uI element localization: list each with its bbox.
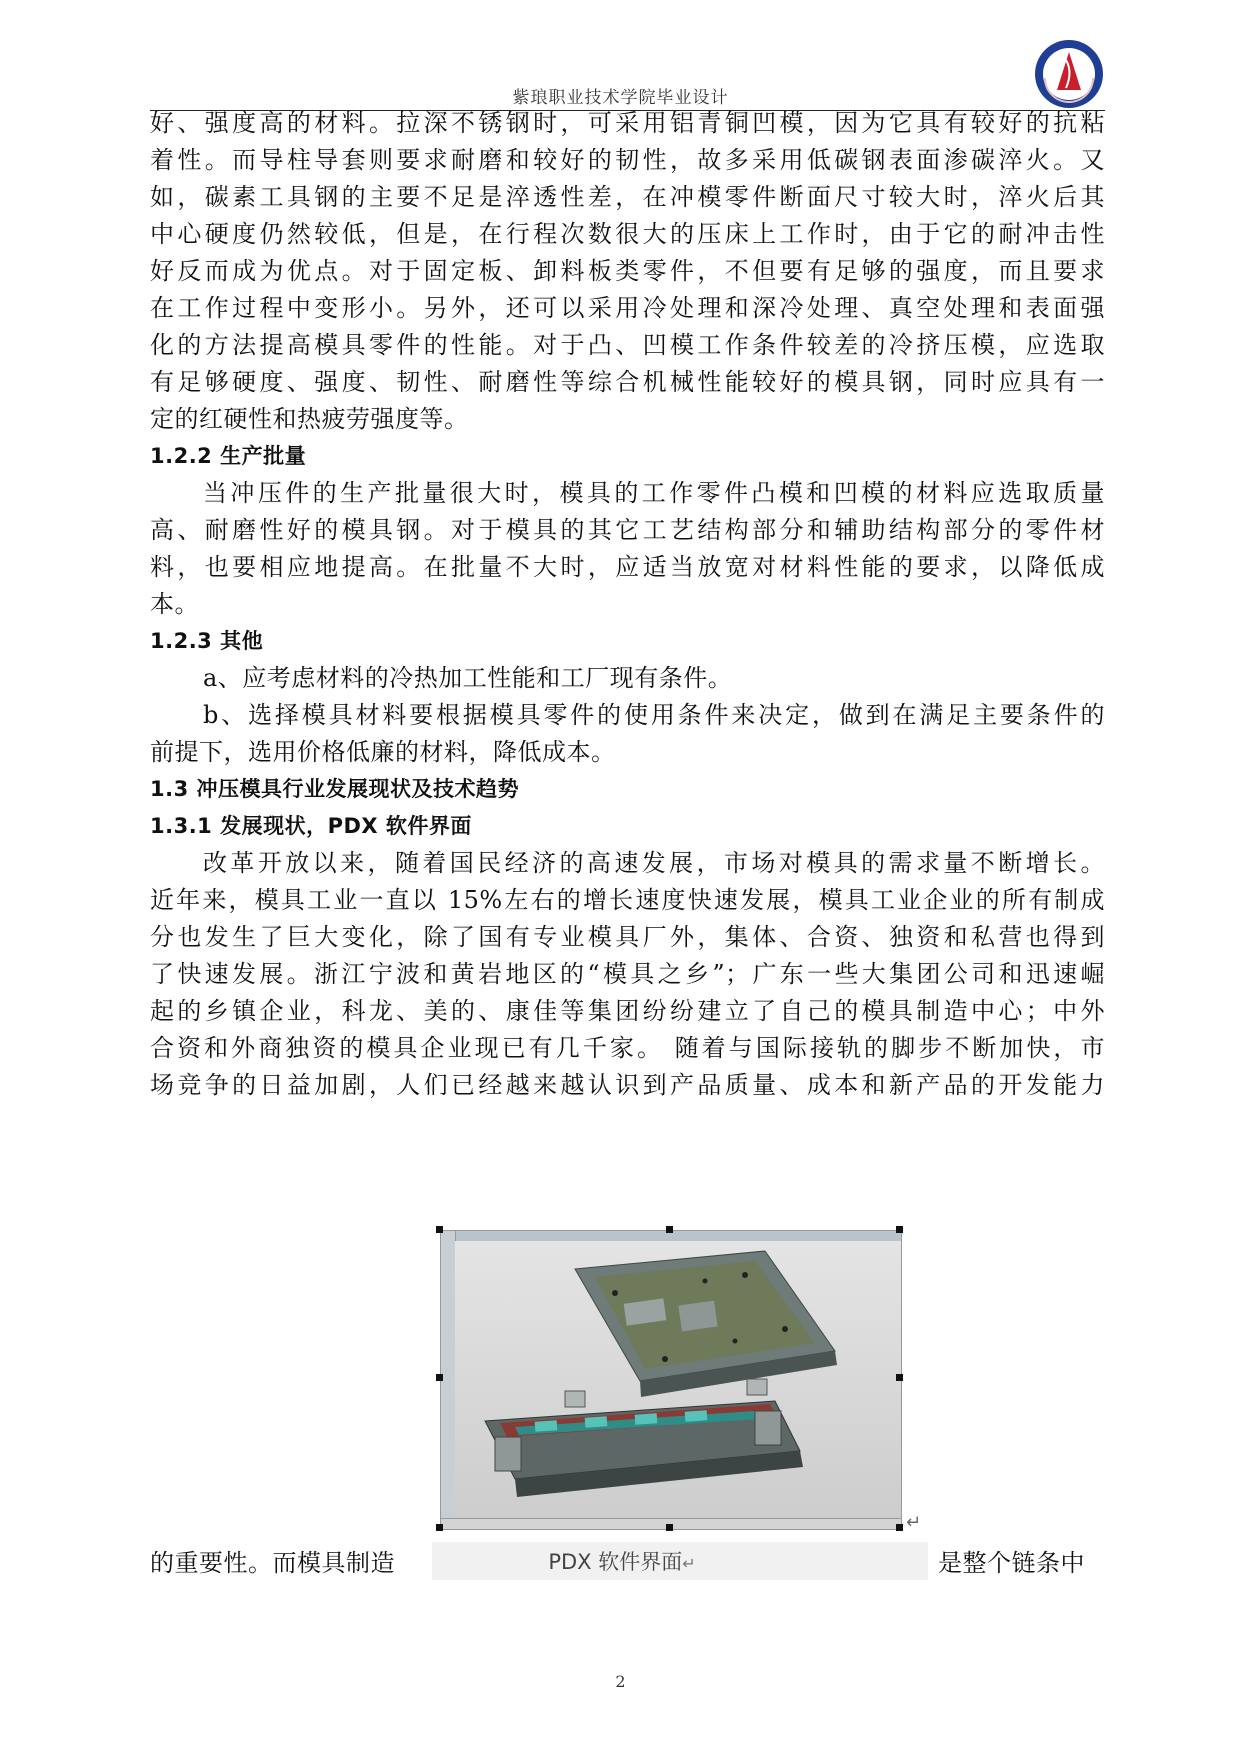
text-line: 好反而成为优点。对于固定板、卸料板类零件，不但要有足够的强度，而且要求 — [150, 257, 1105, 285]
list-item-b: b、选择模具材料要根据模具零件的使用条件来决定，做到在满足主要条件的 — [203, 701, 1105, 729]
figure-caption: PDX 软件界面↵ — [548, 1550, 696, 1574]
die-assembly-3d-model-icon — [455, 1241, 901, 1519]
section-heading-1-3-1: 1.3.1 发展现状，PDX 软件界面 — [150, 814, 472, 838]
text-line: 合资和外商独资的模具企业现已有几千家。 随着与国际接轨的脚步不断加快，市 — [150, 1034, 1105, 1062]
software-side-toolbar — [441, 1231, 456, 1529]
text-line: 有足够硬度、强度、韧性、耐磨性等综合机械性能较好的模具钢，同时应具有一 — [150, 368, 1105, 396]
paragraph-return-mark: ↵ — [906, 1512, 922, 1533]
section-heading-1-2-2: 1.2.2 生产批量 — [150, 444, 307, 468]
list-item-b-continued: 前提下，选用价格低廉的材料，降低成本。 — [150, 738, 616, 766]
resize-handle — [666, 1226, 673, 1233]
text-line: 高、耐磨性好的模具钢。对于模具的其它工艺结构部分和辅助结构部分的零件材 — [150, 516, 1105, 544]
resize-handle — [896, 1524, 903, 1531]
text-line: 分也发生了巨大变化，除了国有专业模具厂外，集体、合资、独资和私营也得到 — [150, 923, 1105, 951]
list-item-a: a、应考虑材料的冷热加工性能和工厂现有条件。 — [203, 664, 733, 692]
college-seal-icon — [1033, 38, 1105, 110]
text-line: 当冲压件的生产批量很大时，模具的工作零件凸模和凹模的材料应选取质量 — [203, 479, 1105, 507]
figure-caption-box — [432, 1542, 928, 1580]
text-line-left-of-figure: 的重要性。而模具制造 — [150, 1549, 395, 1577]
text-line: 本。 — [150, 590, 199, 618]
text-line-right-of-figure: 是整个链条中 — [938, 1549, 1085, 1577]
text-line: 如，碳素工具钢的主要不足是淬透性差，在冲模零件断面尺寸较大时，淬火后其 — [150, 183, 1105, 211]
resize-handle — [436, 1226, 443, 1233]
text-line: 好、强度高的材料。拉深不锈钢时，可采用铝青铜凹模，因为它具有较好的抗粘 — [150, 109, 1105, 137]
section-heading-1-3: 1.3 冲压模具行业发展现状及技术趋势 — [150, 777, 520, 801]
software-screenshot — [440, 1230, 902, 1530]
text-line: 近年来，模具工业一直以 15%左右的增长速度快速发展，模具工业企业的所有制成 — [150, 886, 1105, 914]
text-line: 了快速发展。浙江宁波和黄岩地区的“模具之乡”；广东一些大集团公司和迅速崛 — [150, 960, 1105, 988]
header-title: 紫琅职业技术学院毕业设计 — [512, 88, 729, 108]
resize-handle — [896, 1374, 903, 1381]
resize-handle — [666, 1524, 673, 1531]
text-line: 起的乡镇企业，科龙、美的、康佳等集团纷纷建立了自己的模具制造中心；中外 — [150, 997, 1105, 1025]
text-line: 在工作过程中变形小。另外，还可以采用冷处理和深冷处理、真空处理和表面强 — [150, 294, 1105, 322]
text-line: 料，也要相应地提高。在批量不大时，应适当放宽对材料性能的要求，以降低成 — [150, 553, 1105, 581]
text-line: 场竞争的日益加剧，人们已经越来越认识到产品质量、成本和新产品的开发能力 — [150, 1071, 1105, 1099]
section-heading-1-2-3: 1.2.3 其他 — [150, 629, 264, 653]
text-line: 中心硬度仍然较低，但是，在行程次数很大的压床上工作时，由于它的耐冲击性 — [150, 220, 1105, 248]
resize-handle — [436, 1374, 443, 1381]
text-line: 着性。而导柱导套则要求耐磨和较好的韧性，故多采用低碳钢表面渗碳淬火。又 — [150, 146, 1105, 174]
text-line: 化的方法提高模具零件的性能。对于凸、凹模工作条件较差的冷挤压模，应选取 — [150, 331, 1105, 359]
text-line: 定的红硬性和热疲劳强度等。 — [150, 405, 469, 433]
resize-handle — [896, 1226, 903, 1233]
pdx-software-figure — [432, 1222, 928, 1544]
page-number: 2 — [615, 1672, 626, 1691]
text-line: 改革开放以来，随着国民经济的高速发展，市场对模具的需求量不断增长。 — [203, 849, 1105, 877]
resize-handle — [436, 1524, 443, 1531]
